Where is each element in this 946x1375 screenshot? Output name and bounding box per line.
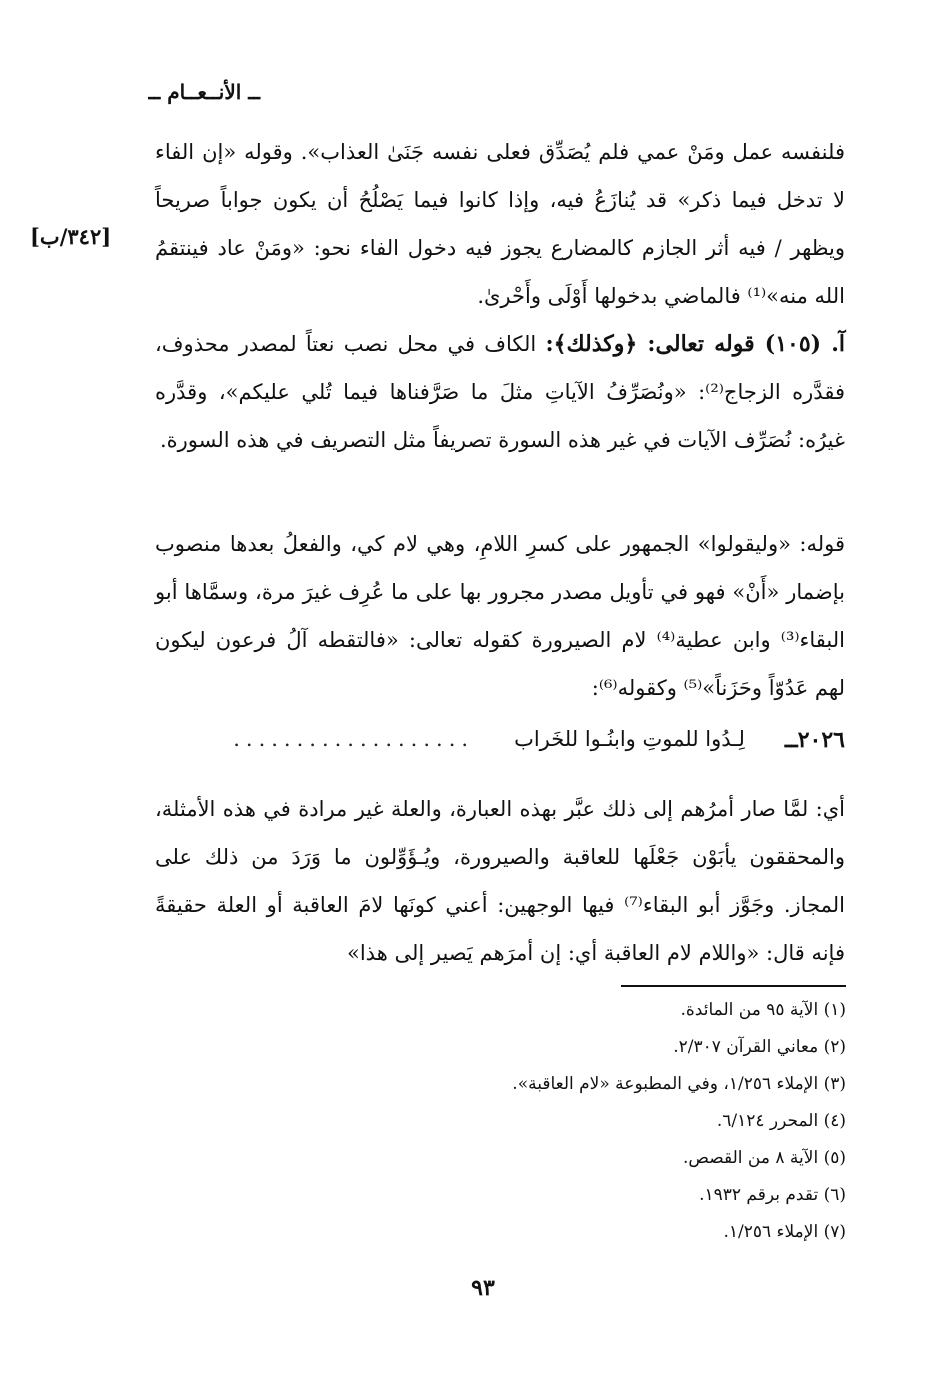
paragraph-2 (155, 320, 845, 464)
paragraph-2-lead: آ. (١٠٥) قوله تعالى: ﴿وكذلك﴾: (545, 331, 846, 357)
running-head: ــ الأنــعــام ــ (148, 80, 260, 104)
footnote: (١) الآية ٩٥ من المائدة. (680, 1000, 846, 1020)
footnote-divider (621, 985, 846, 987)
poetry-line (155, 727, 845, 753)
footnote: (٥) الآية ٨ من القصص. (683, 1148, 846, 1168)
paragraph-2-text: الكاف في محل نصب نعتاً لمصدر محذوف، فقدَّره الزجاج⁽²⁾: «ونُصَرِّفُ الآياتِ مثلَ ما صَرَّفناها فيما تُلي عليكم»، وقدَّره غيرُه: نُصَرِّف الآيات في غير هذه السورة تصريفاً مثل التصريف في هذه السورة. (155, 332, 845, 452)
page-number: ٩٣ (471, 1275, 495, 1301)
paragraph-4: أي: لمَّا صار أمرُهم إلى ذلك عبَّر بهذه العبارة، والعلة غير مرادة في هذه الأمثلة، والمحققون يأبَوْن جَعْلَها للعاقبة والصيرورة، ويُـؤَوِّلون ما وَرَدَ من ذلك على المجاز. وجَوَّز أبو البقاء⁽⁷⁾ فيها الوجهين: أعني كونَها لامَ العاقبة أو العلة حقيقةً فإنه قال: «واللام لام العاقبة أي: إن أمرَهم يَصير إلى هذا» (155, 797, 845, 965)
footnote: (٧) الإملاء ١/٢٥٦. (723, 1222, 846, 1242)
footnote: (٦) تقدم برقم ١٩٣٢. (699, 1185, 846, 1205)
footnotes-list (246, 992, 846, 1251)
footnote: (٤) المحرر ٦/١٢٤. (716, 1111, 846, 1131)
footnote: (٣) الإملاء ١/٢٥٦، وفي المطبوعة «لام العاقبة». (512, 1074, 846, 1094)
paragraph-1: فلنفسه عمل ومَنْ عمي فلم يُصَدِّق فعلى نفسه جَنَىٰ العذاب». وقوله «إن الفاء لا تدخل فيما ذكر» قد يُنازَعُ فيه، وإذا كانوا فيما يَصْلُحُ أن يكون جواباً صريحاً ويظهر / فيه أثر الجازم كالمضارع يجوز فيه دخول الفاء نحو: «ومَنْ عاد فينتقمُ الله منه»⁽¹⁾ فالماضي بدخولها أَوْلَى وأَحْرىٰ. (155, 140, 845, 308)
margin-folio-note: [٣٤٢/ب] (30, 224, 112, 249)
verse-text: لِـدُوا للموتِ وابنُـوا للخَراب (514, 727, 745, 751)
verse-ellipsis: ................... (233, 727, 475, 751)
paragraph-3: قوله: «وليقولوا» الجمهور على كسرِ اللامِ، وهي لام كي، والفعلُ بعدها منصوب بإضمار «أَنْ» فهو في تأويل مصدر مجرور بها على ما عُرِف غيرَ مرة، وسمَّاها أبو البقاء⁽³⁾ وابن عطية⁽⁴⁾ لام الصيرورة كقوله تعالى: «فالتقطه آلُ فرعون ليكون لهم عَدُوّاً وحَزَناً»⁽⁵⁾ وكقوله⁽⁶⁾: (155, 532, 845, 700)
verse-number: ٢٠٢٦ــ (784, 727, 845, 753)
footnote: (٢) معاني القرآن ٢/٣٠٧. (673, 1037, 846, 1057)
